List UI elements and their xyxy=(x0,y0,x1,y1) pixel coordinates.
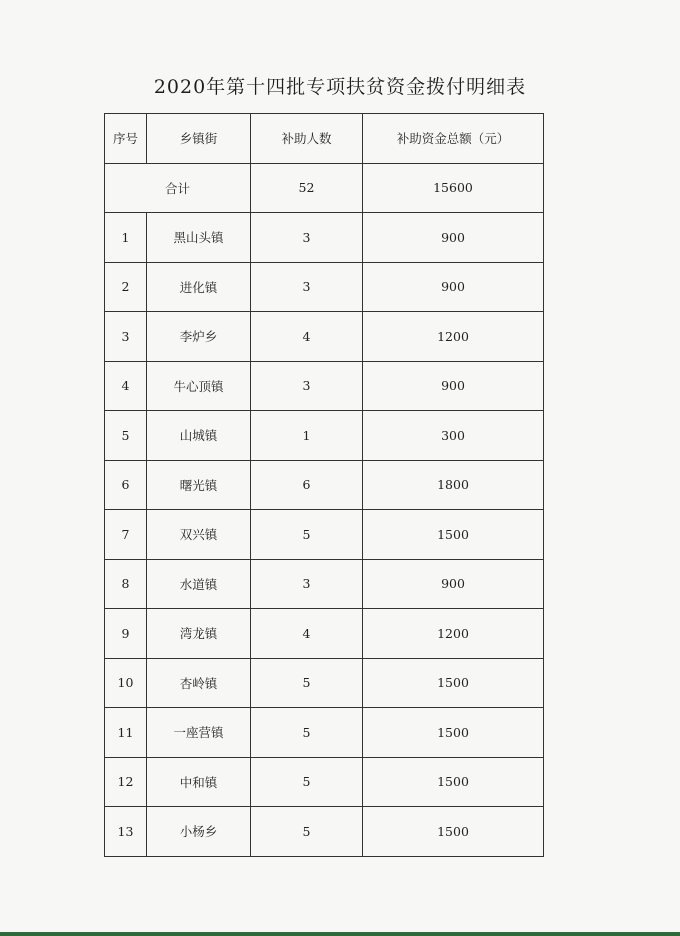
total-people: 52 xyxy=(251,163,363,213)
row-town: 小杨乡 xyxy=(147,807,251,857)
row-people: 3 xyxy=(251,559,363,609)
row-amount: 1500 xyxy=(363,807,544,857)
row-serial: 10 xyxy=(105,658,147,708)
row-serial: 13 xyxy=(105,807,147,857)
row-serial: 9 xyxy=(105,609,147,659)
row-serial: 4 xyxy=(105,361,147,411)
row-amount: 1800 xyxy=(363,460,544,510)
row-town: 双兴镇 xyxy=(147,510,251,560)
total-row xyxy=(105,163,544,213)
row-people: 6 xyxy=(251,460,363,510)
row-serial: 1 xyxy=(105,213,147,263)
row-people: 5 xyxy=(251,510,363,560)
row-serial: 3 xyxy=(105,312,147,362)
table-row xyxy=(105,559,544,609)
row-serial: 7 xyxy=(105,510,147,560)
row-people: 4 xyxy=(251,609,363,659)
row-town: 一座营镇 xyxy=(147,708,251,758)
row-amount: 1200 xyxy=(363,609,544,659)
row-serial: 8 xyxy=(105,559,147,609)
row-people: 3 xyxy=(251,361,363,411)
total-amount: 15600 xyxy=(363,163,544,213)
table-row xyxy=(105,213,544,263)
row-people: 4 xyxy=(251,312,363,362)
row-town: 李炉乡 xyxy=(147,312,251,362)
row-people: 5 xyxy=(251,757,363,807)
table-header-row xyxy=(105,114,544,164)
table-row xyxy=(105,510,544,560)
row-amount: 1500 xyxy=(363,708,544,758)
row-serial: 12 xyxy=(105,757,147,807)
row-town: 黑山头镇 xyxy=(147,213,251,263)
table-row xyxy=(105,361,544,411)
row-amount: 300 xyxy=(363,411,544,461)
row-amount: 1500 xyxy=(363,757,544,807)
table-row xyxy=(105,708,544,758)
table-row xyxy=(105,807,544,857)
row-people: 1 xyxy=(251,411,363,461)
table-row xyxy=(105,312,544,362)
row-amount: 900 xyxy=(363,213,544,263)
scan-edge-band xyxy=(0,932,680,936)
row-town: 山城镇 xyxy=(147,411,251,461)
row-town: 曙光镇 xyxy=(147,460,251,510)
row-serial: 6 xyxy=(105,460,147,510)
table-row xyxy=(105,262,544,312)
row-people: 5 xyxy=(251,658,363,708)
header-people: 补助人数 xyxy=(251,114,363,164)
funding-table xyxy=(104,113,544,857)
row-amount: 900 xyxy=(363,559,544,609)
row-people: 5 xyxy=(251,708,363,758)
total-label: 合计 xyxy=(105,163,251,213)
row-town: 湾龙镇 xyxy=(147,609,251,659)
row-people: 3 xyxy=(251,213,363,263)
row-town: 进化镇 xyxy=(147,262,251,312)
row-serial: 5 xyxy=(105,411,147,461)
table-row xyxy=(105,460,544,510)
row-amount: 1500 xyxy=(363,658,544,708)
row-amount: 900 xyxy=(363,361,544,411)
header-serial: 序号 xyxy=(105,114,147,164)
header-town: 乡镇街 xyxy=(147,114,251,164)
row-town: 中和镇 xyxy=(147,757,251,807)
row-amount: 1200 xyxy=(363,312,544,362)
table-row xyxy=(105,658,544,708)
document-title: 2020年第十四批专项扶贫资金拨付明细表 xyxy=(153,76,527,98)
row-town: 牛心顶镇 xyxy=(147,361,251,411)
row-town: 杏岭镇 xyxy=(147,658,251,708)
row-town: 水道镇 xyxy=(147,559,251,609)
header-amount: 补助资金总额（元） xyxy=(363,114,544,164)
row-people: 3 xyxy=(251,262,363,312)
table-body xyxy=(105,163,544,856)
row-people: 5 xyxy=(251,807,363,857)
table-row xyxy=(105,411,544,461)
row-serial: 2 xyxy=(105,262,147,312)
table-row xyxy=(105,609,544,659)
row-amount: 900 xyxy=(363,262,544,312)
row-amount: 1500 xyxy=(363,510,544,560)
table-row xyxy=(105,757,544,807)
row-serial: 11 xyxy=(105,708,147,758)
